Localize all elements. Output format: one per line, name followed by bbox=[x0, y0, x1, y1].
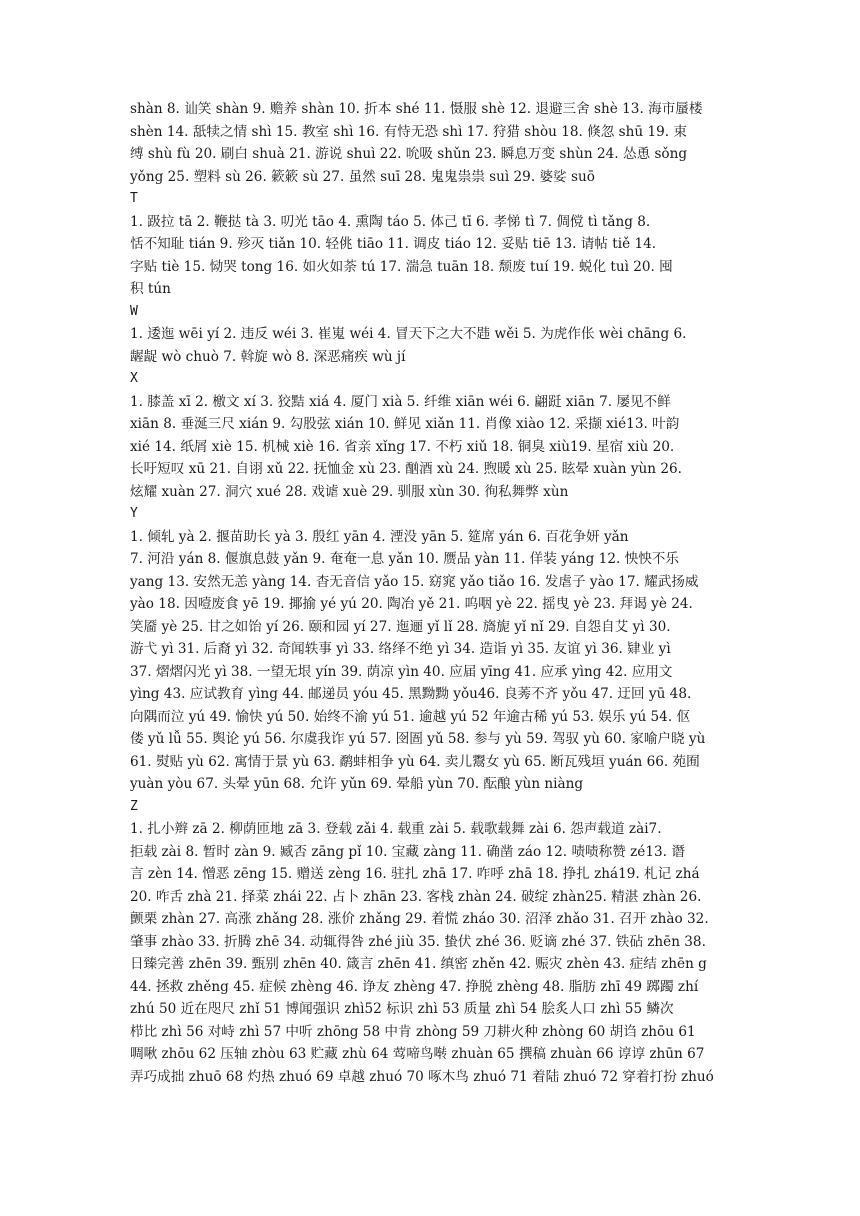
text-line: 1. 趿拉 tā 2. 鞭挞 tà 3. 叨光 tāo 4. 熏陶 táo 5. 体己 tī 6. 孝悌 tì 7. 倜傥 tì tǎng 8. bbox=[130, 213, 651, 230]
text-line: 1. 膝盖 xī 2. 檄文 xí 3. 狡黠 xiá 4. 厦门 xià 5. 纤维 xiān wéi 6. 翩跹 xiān 7. 屡见不鲜 bbox=[130, 393, 671, 410]
text-line: 啁啾 zhōu 62 压轴 zhòu 63 贮藏 zhù 64 莺啼鸟啭 zhuàn 65 撰稿 zhuàn 66 谆谆 zhūn 67 bbox=[130, 1046, 705, 1062]
text-line: yang 13. 安然无恙 yàng 14. 杳无音信 yǎo 15. 窈窕 yǎo tiǎo 16. 发虐子 yào 17. 耀武扬威 bbox=[130, 573, 699, 590]
text-line: yào 18. 因噎废食 yē 19. 揶揄 yé yú 20. 陶冶 yě 21. 呜咽 yè 22. 摇曳 yè 23. 拜谒 yè 24. bbox=[130, 596, 693, 612]
text-line: 恬不知耻 tián 9. 殄灭 tiǎn 10. 轻佻 tiāo 11. 调皮 tiáo 12. 妥贴 tiē 13. 请帖 tiě 14. bbox=[130, 236, 657, 252]
text-line: 炫耀 xuàn 27. 洞穴 xué 28. 戏谑 xuè 29. 驯服 xùn 30. 徇私舞弊 xùn bbox=[130, 483, 569, 500]
text-line: 积 tún bbox=[130, 281, 171, 297]
text-line: 1. 逶迤 wēi yí 2. 违反 wéi 3. 崔嵬 wéi 4. 冒天下之大不韪 wěi 5. 为虎作伥 wèi chāng 6. bbox=[130, 326, 687, 342]
text-line: shàn 8. 讪笑 shàn 9. 赡养 shàn 10. 折本 shé 11. 慑服 shè 12. 退避三舍 shè 13. 海市蜃楼 bbox=[130, 101, 703, 117]
text-line: 弄巧成拙 zhuō 68 灼热 zhuó 69 卓越 zhuó 70 啄木鸟 zhuó 71 着陆 zhuó 72 穿着打扮 zhuó bbox=[130, 1068, 714, 1085]
text-line: 偻 yǔ lǚ 55. 舆论 yú 56. 尔虞我诈 yú 57. 囹圄 yǔ 58. 参与 yù 59. 驾驭 yù 60. 家喻户晓 yù bbox=[130, 731, 706, 747]
text-line: xié 14. 纸屑 xiè 15. 机械 xiè 16. 省亲 xǐng 17. 不朽 xiǔ 18. 铜臭 xiù19. 星宿 xiù 20. bbox=[130, 438, 675, 455]
text-line: yǒng 25. 塑料 sù 26. 簌簌 sù 27. 虽然 suī 28. 鬼鬼祟祟 suì 29. 婆娑 suō bbox=[130, 168, 595, 185]
text-line: 肇事 zhào 33. 折腾 zhē 34. 动辄得咎 zhé jiù 35. 蛰伏 zhé 36. 贬谪 zhé 37. 铁砧 zhēn 38. bbox=[130, 933, 706, 950]
text-line: zhú 50 近在咫尺 zhǐ 51 博闻强识 zhì52 标识 zhì 53 质量 zhì 54 脍炙人口 zhì 55 鳞次 bbox=[130, 1001, 674, 1017]
text-line: 日臻完善 zhēn 39. 甄别 zhēn 40. 箴言 zhēn 41. 缜密 zhěn 42. 赈灾 zhèn 43. 症结 zhēn g bbox=[130, 956, 707, 972]
text-line: 20. 咋舌 zhà 21. 择菜 zhái 22. 占卜 zhān 23. 客栈 zhàn 24. 破绽 zhàn25. 精湛 zhàn 26. bbox=[130, 888, 702, 905]
text-line: 37. 熠熠闪光 yì 38. 一望无垠 yín 39. 荫凉 yìn 40. 应届 yīng 41. 应承 yìng 42. 应用文 bbox=[130, 663, 673, 680]
text-line: 游弋 yì 31. 后裔 yì 32. 奇闻轶事 yì 33. 络绎不绝 yì 34. 造诣 yì 35. 友谊 yì 36. 肄业 yì bbox=[130, 641, 671, 657]
text-line: 44. 拯救 zhěng 45. 症候 zhèng 46. 诤友 zhèng 47. 挣脱 zhèng 48. 脂肪 zhī 49 踯躅 zhí bbox=[130, 978, 699, 995]
text-line: 缚 shù fù 20. 刷白 shuà 21. 游说 shuì 22. 吮吸 shǔn 23. 瞬息万变 shùn 24. 怂恿 sǒng bbox=[130, 146, 688, 162]
section-heading-y: Y bbox=[130, 506, 138, 521]
text-line: 言 zèn 14. 憎恶 zēng 15. 赠送 zèng 16. 驻扎 zhā 17. 咋呼 zhā 18. 挣扎 zhá19. 札记 zhá bbox=[130, 866, 700, 882]
section-heading-w: W bbox=[130, 303, 138, 319]
text-line: 栉比 zhì 56 对峙 zhì 57 中听 zhōng 58 中肯 zhòng 59 刀耕火种 zhòng 60 胡诌 zhōu 61 bbox=[130, 1023, 696, 1040]
text-line: 颤栗 zhàn 27. 高涨 zhǎng 28. 涨价 zhǎng 29. 着慌 zháo 30. 沼泽 zhǎo 31. 召开 zhào 32. bbox=[130, 911, 709, 927]
text-line: 7. 河沿 yán 8. 偃旗息鼓 yǎn 9. 奄奄一息 yǎn 10. 赝品 yàn 11. 佯装 yáng 12. 怏怏不乐 bbox=[130, 551, 679, 567]
text-line: 1. 倾轧 yà 2. 揠苗助长 yà 3. 殷红 yān 4. 湮没 yān 5. 筵席 yán 6. 百花争妍 yǎn bbox=[130, 528, 629, 545]
text-line: xiān 8. 垂涎三尺 xián 9. 勾股弦 xián 10. 鲜见 xiǎn 11. 肖像 xiào 12. 采撷 xié13. 叶韵 bbox=[130, 416, 680, 432]
text-line: yìng 43. 应试教育 yìng 44. 邮递员 yóu 45. 黑黝黝 yǒu46. 良莠不齐 yǒu 47. 迂回 yū 48. bbox=[130, 686, 692, 702]
text-line: shèn 14. 舐犊之情 shì 15. 教室 shì 16. 有恃无恐 shì 17. 狩猎 shòu 18. 倏忽 shū 19. 束 bbox=[130, 123, 687, 140]
text-line: 笑靥 yè 25. 甘之如饴 yí 26. 颐和园 yí 27. 迤逦 yǐ lǐ 28. 旖旎 yǐ nǐ 29. 自怨自艾 yì 30. bbox=[130, 618, 671, 635]
text-line: 1. 扎小辫 zā 2. 柳荫匝地 zā 3. 登载 zǎi 4. 载重 zài 5. 载歌载舞 zài 6. 怨声载道 zài7. bbox=[130, 821, 662, 837]
text-line: 61. 熨贴 yù 62. 寓情于景 yù 63. 鹬蚌相争 yù 64. 卖儿鬻女 yù 65. 断瓦残垣 yuán 66. 苑囿 bbox=[130, 753, 700, 770]
section-heading-t: T bbox=[130, 191, 138, 206]
section-heading-x: X bbox=[130, 371, 138, 386]
text-line: 向隅而泣 yú 49. 愉快 yú 50. 始终不渝 yú 51. 逾越 yú 52 年逾古稀 yú 53. 娱乐 yú 54. 伛 bbox=[130, 708, 691, 725]
text-line: 长吁短叹 xū 21. 自诩 xǔ 22. 抚恤金 xù 23. 酗酒 xù 24. 煦暖 xù 25. 眩晕 xuàn yùn 26. bbox=[130, 461, 682, 477]
text-line: 字贴 tiè 15. 恸哭 tong 16. 如火如荼 tú 17. 湍急 tuān 18. 颓废 tuí 19. 蜕化 tuì 20. 囤 bbox=[130, 258, 673, 275]
section-heading-z: Z bbox=[130, 798, 138, 814]
text-line: yuàn yòu 67. 头晕 yūn 68. 允许 yǔn 69. 晕船 yùn 70. 酝酿 yùn niàng bbox=[130, 776, 584, 792]
text-line: 拒载 zài 8. 暂时 zàn 9. 臧否 zāng pǐ 10. 宝藏 zàng 11. 确凿 záo 12. 啧啧称赞 zé13. 谮 bbox=[130, 843, 685, 860]
text-line: 龌龊 wò chuò 7. 斡旋 wò 8. 深恶痛疾 wù jí bbox=[130, 348, 406, 365]
